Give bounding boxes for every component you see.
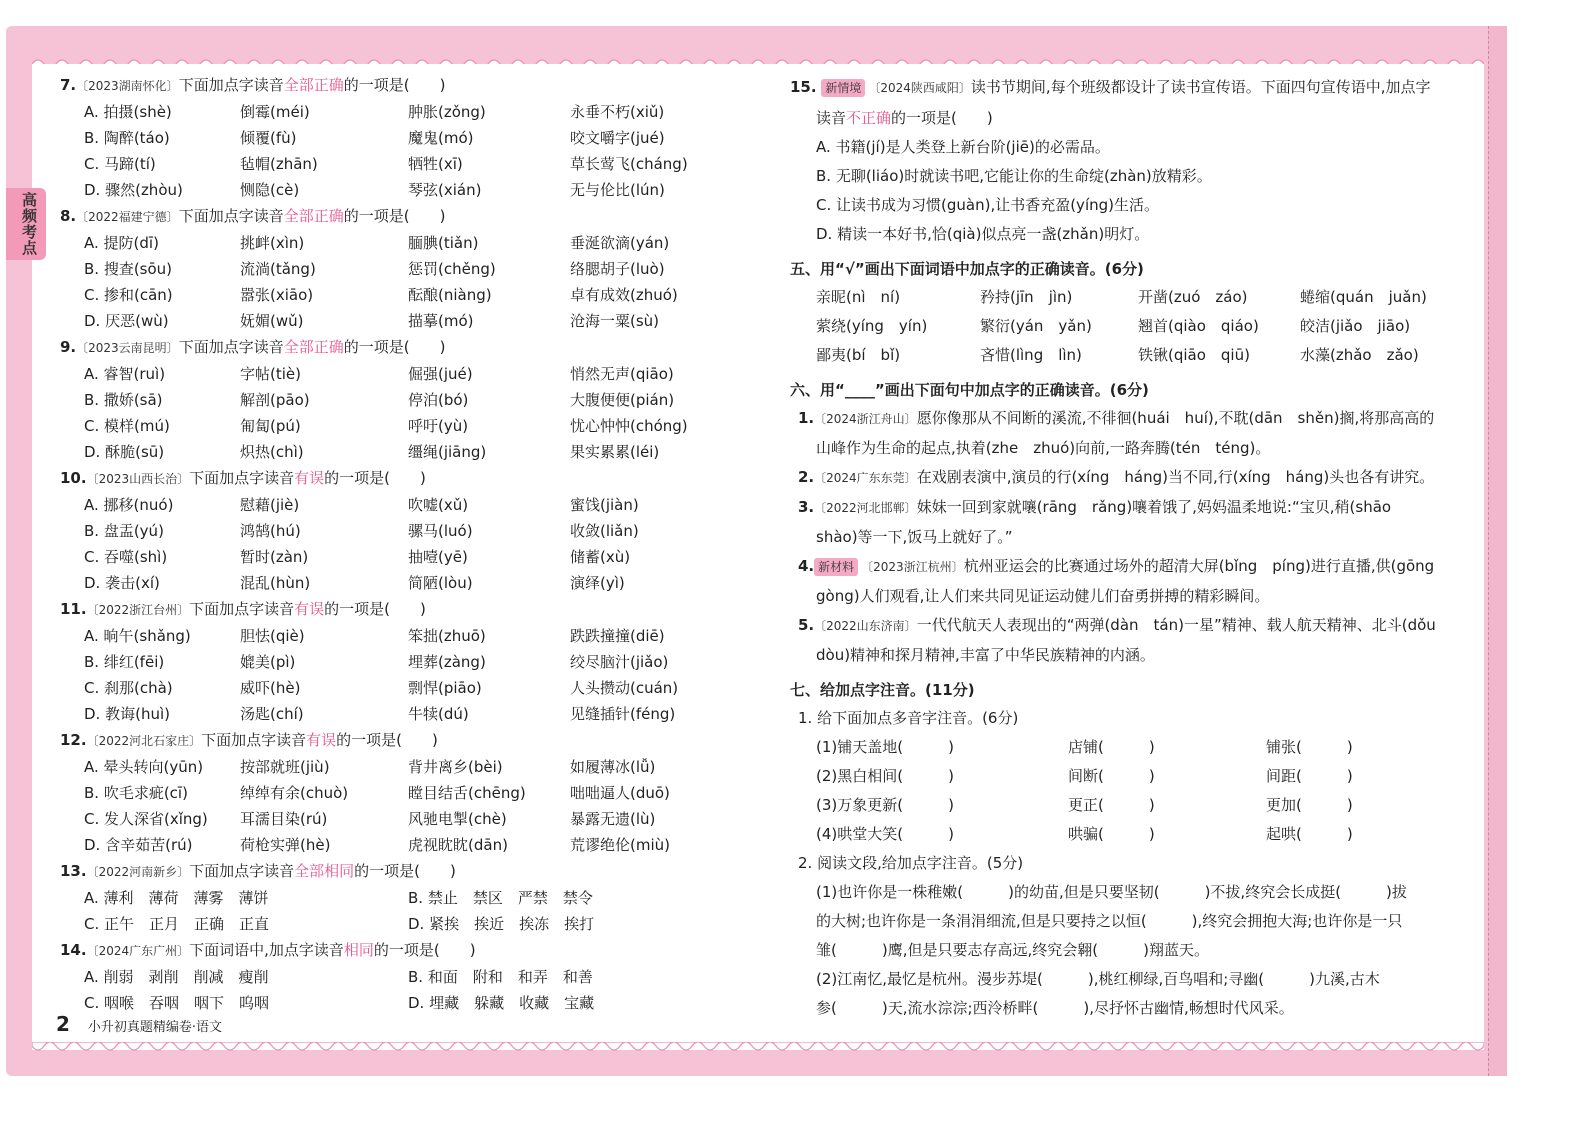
option-cell: 慰藉(jiè)	[240, 496, 300, 514]
question-number: 11.	[60, 600, 87, 618]
option-line: A. 书籍(jí)是人类登上新台阶(jiē)的必需品。	[816, 138, 1110, 156]
passage-line: 雏( )鹰,但是只要志存高远,终究会翱( )翔蓝天。	[816, 941, 1209, 959]
question-source: 〔2022河南新乡〕	[86, 865, 190, 879]
option-row	[60, 832, 740, 858]
question-text: 下面加点字读音	[178, 338, 284, 356]
option-cell: 妩媚(wǔ)	[240, 312, 304, 330]
highlight-text: 全部正确	[283, 338, 344, 356]
option-cell: 背井离乡(bèi)	[408, 758, 503, 776]
option-cell: D. 含辛茹苦(rú)	[84, 836, 193, 854]
question-text: 下面加点字读音	[201, 731, 307, 749]
option-cell: 荒谬绝伦(miù)	[570, 836, 670, 854]
pinyin-row	[790, 762, 1480, 791]
option-row	[60, 492, 740, 518]
option-row	[60, 308, 740, 334]
option-cell: A. 晌午(shǎng)	[84, 627, 191, 645]
question-number: 14.	[60, 941, 87, 959]
sentence-continuation: shào)等一下,饭马上就好了。”	[816, 528, 1013, 546]
option-row	[60, 361, 740, 387]
option-cell: 惩罚(chěng)	[408, 260, 496, 278]
option-cell: 媲美(pì)	[240, 653, 296, 671]
question-source: 〔2023山西长治〕	[86, 472, 190, 486]
option-cell: 无与伦比(lún)	[570, 181, 665, 199]
option-cell: 缰绳(jiāng)	[408, 443, 487, 461]
option-cell: 剽悍(piāo)	[408, 679, 482, 697]
page-number: 2	[56, 1012, 70, 1036]
option-row	[60, 754, 740, 780]
question-text: 的一项是( )	[343, 76, 446, 94]
option-row	[60, 885, 740, 911]
option-cell: 解剖(pāo)	[240, 391, 310, 409]
right-column	[790, 72, 1480, 1023]
side-tab-label: 高频考点	[6, 188, 46, 260]
question-stem	[60, 465, 740, 492]
option-cell: 蜜饯(jiàn)	[570, 496, 639, 514]
option-row	[60, 701, 740, 727]
option-cell: A. 晕头转向(yūn)	[84, 758, 204, 776]
option-cell: 呼吁(yù)	[408, 417, 469, 435]
word-cell: 蜷缩(quán juǎn)	[1300, 288, 1427, 306]
question-15-options	[790, 133, 1480, 249]
option-cell: B. 绯红(fēi)	[84, 653, 165, 671]
word-cell: 开凿(zuó záo)	[1138, 288, 1248, 306]
option-cell: 流淌(tǎng)	[240, 260, 316, 278]
option-row	[60, 230, 740, 256]
option-cell: 倾覆(fù)	[240, 129, 297, 147]
word-cell: 吝惜(lìng lìn)	[980, 346, 1082, 364]
question-text: 的一项是( )	[343, 338, 446, 356]
option-cell: C. 刹那(chà)	[84, 679, 173, 697]
option-cell: 绰绰有余(chuò)	[240, 784, 349, 802]
question-text: 下面词语中,加点字读音	[189, 941, 344, 959]
pinyin-row	[790, 733, 1480, 762]
option-cell: 酝酿(niàng)	[408, 286, 492, 304]
section-5-words	[790, 283, 1480, 370]
option-cell: 咄咄逼人(duō)	[570, 784, 670, 802]
highlight-text: 有误	[294, 469, 325, 487]
option-cell: 悄然无声(qiāo)	[570, 365, 674, 383]
option-cell: A. 拍摄(shè)	[84, 103, 172, 121]
question-number: 9.	[60, 338, 77, 356]
passage-line: (1)也许你是一株稚嫩( )的幼苗,但是只要坚韧( )不拔,终究会长成挺( )拔	[816, 883, 1407, 901]
option-cell: A. 睿智(ruì)	[84, 365, 166, 383]
option-cell: 牺牲(xī)	[408, 155, 463, 173]
option-cell: 暂时(zàn)	[240, 548, 309, 566]
option-cell: 简陋(lòu)	[408, 574, 473, 592]
option-cell: 抽噎(yē)	[408, 548, 468, 566]
option-line: D. 精读一本好书,恰(qià)似点亮一盏(zhǎn)明灯。	[816, 225, 1150, 243]
option-cell: 肿胀(zǒng)	[408, 103, 486, 121]
word-cell: 矜持(jīn jìn)	[980, 288, 1073, 306]
option-row	[60, 439, 740, 465]
item-text: 杭州亚运会的比赛通过场外的超清大屏(bǐng píng)进行直播,供(gōng	[963, 557, 1435, 575]
item-source: 〔2024广东东莞〕	[814, 471, 917, 485]
option-cell: 虎视眈眈(dān)	[408, 836, 508, 854]
option-row	[60, 570, 740, 596]
option-cell: 汤匙(chí)	[240, 705, 304, 723]
item-source: 〔2024浙江舟山〕	[814, 412, 917, 426]
option-cell: A. 薄利 薄荷 薄雾 薄饼	[84, 889, 269, 907]
option-cell: B. 和面 附和 和弄 和善	[408, 968, 593, 986]
option-cell: D. 教诲(huì)	[84, 705, 170, 723]
question-source: 〔2024陕西咸阳〕	[868, 81, 971, 95]
option-cell: 风驰电掣(chè)	[408, 810, 507, 828]
option-row	[60, 675, 740, 701]
option-row	[60, 387, 740, 413]
option-cell: 络腮胡子(luò)	[570, 260, 665, 278]
pinyin-cell: 间距( )	[1266, 767, 1353, 785]
section-6-items	[790, 404, 1480, 670]
option-cell: D. 骤然(zhòu)	[84, 181, 183, 199]
item-source: 〔2023浙江杭州〕	[861, 560, 964, 574]
question-stem	[60, 203, 740, 230]
item-number: 5.	[798, 616, 815, 634]
section-7-rows	[790, 733, 1480, 849]
new-material-tag: 新材料	[814, 558, 858, 576]
option-cell: 字帖(tiè)	[240, 365, 301, 383]
option-row	[60, 518, 740, 544]
question-stem	[60, 858, 740, 885]
pinyin-cell: 更加( )	[1266, 796, 1353, 814]
pinyin-row	[790, 791, 1480, 820]
option-cell: 毡帽(zhān)	[240, 155, 318, 173]
sentence-item	[790, 463, 1480, 493]
highlight-text: 全部正确	[283, 76, 344, 94]
option-cell: 按部就班(jiù)	[240, 758, 330, 776]
item-text: 妹妹一回到家就嚷(rāng rǎng)嚷着饿了,妈妈温柔地说:“宝贝,稍(shāo	[916, 498, 1392, 516]
word-cell: 繁衍(yán yǎn)	[980, 317, 1092, 335]
option-cell: 胆怯(qiè)	[240, 627, 305, 645]
option-line: C. 让读书成为习惯(guàn),让书香充盈(yíng)生活。	[816, 196, 1159, 214]
option-cell: 牛犊(dú)	[408, 705, 469, 723]
option-cell: 停泊(bó)	[408, 391, 469, 409]
option-cell: 鸿鹄(hú)	[240, 522, 301, 540]
pinyin-cell: (1)铺天盖地( )	[816, 738, 954, 756]
word-cell: 水藻(zhǎo zǎo)	[1300, 346, 1419, 364]
option-cell: A. 提防(dī)	[84, 234, 159, 252]
word-cell: 鄙夷(bí bǐ)	[816, 346, 901, 364]
option-cell: 大腹便便(pián)	[570, 391, 675, 409]
item-text: 愿你像那从不间断的溪流,不徘徊(huái huí),不耽(dān shěn)搁,将那高高的	[916, 409, 1435, 427]
option-cell: 收敛(liǎn)	[570, 522, 639, 540]
question-text: 的一项是( )	[336, 731, 438, 749]
word-cell: 翘首(qiào qiáo)	[1138, 317, 1259, 335]
highlight-text: 有误	[294, 600, 325, 618]
question-stem	[60, 596, 740, 623]
option-cell: 埋葬(zàng)	[408, 653, 486, 671]
option-cell: B. 吹毛求疵(cī)	[84, 784, 188, 802]
passage-line: 的大树;也许你是一条涓涓细流,但是只要持之以恒( ),终究会拥抱大海;也许你是一只	[816, 912, 1403, 930]
question-number: 8.	[60, 207, 77, 225]
new-context-tag: 新情境	[821, 79, 865, 97]
pinyin-cell: 起哄( )	[1266, 825, 1353, 843]
option-row	[60, 256, 740, 282]
option-cell: 人头攒动(cuán)	[570, 679, 679, 697]
option-row	[60, 413, 740, 439]
option-cell: C. 正午 正月 正确 正直	[84, 915, 270, 933]
item-text: 在戏剧表演中,演员的行(xíng háng)当不同,行(xíng háng)头也各有讲究。	[916, 468, 1435, 486]
word-row	[790, 312, 1480, 341]
option-cell: 跌跌撞撞(diē)	[570, 627, 665, 645]
option-cell: D. 埋藏 躲藏 收藏 宝藏	[408, 994, 595, 1012]
option-row	[60, 780, 740, 806]
sentence-item	[790, 404, 1480, 434]
option-cell: 瞠目结舌(chēng)	[408, 784, 526, 802]
item-text: 一代代航天人表现出的“两弹(dàn tán)一星”精神、载人航天精神、北斗(dǒu	[916, 616, 1436, 634]
pinyin-cell: (4)哄堂大笑( )	[816, 825, 954, 843]
passage-line: 参( )天,流水淙淙;西泠桥畔( ),尽抒怀古幽情,畅想时代风采。	[816, 999, 1294, 1017]
option-cell: 匍匐(pú)	[240, 417, 301, 435]
option-cell: 混乱(hùn)	[240, 574, 311, 592]
question-source: 〔2023湖南怀化〕	[76, 79, 179, 93]
pinyin-cell: (2)黑白相间( )	[816, 767, 954, 785]
question-source: 〔2022福建宁德〕	[76, 210, 179, 224]
option-cell: 倒霉(méi)	[240, 103, 310, 121]
option-row	[60, 282, 740, 308]
option-cell: 如履薄冰(lǚ)	[570, 758, 656, 776]
pinyin-cell: 更正( )	[1068, 796, 1155, 814]
option-cell: 吹嘘(xǔ)	[408, 496, 469, 514]
option-cell: 垂涎欲滴(yán)	[570, 234, 670, 252]
pinyin-cell: 店铺( )	[1068, 738, 1155, 756]
option-cell: D. 厌恶(wù)	[84, 312, 169, 330]
question-text: 下面加点字读音	[189, 600, 295, 618]
option-row	[60, 151, 740, 177]
pinyin-cell: 铺张( )	[1266, 738, 1353, 756]
option-cell: 储蓄(xù)	[570, 548, 631, 566]
item-source: 〔2022山东济南〕	[814, 619, 917, 633]
option-cell: D. 袭击(xí)	[84, 574, 160, 592]
option-cell: B. 搜查(sōu)	[84, 260, 173, 278]
word-row	[790, 283, 1480, 312]
highlight-text: 不正确	[846, 109, 892, 127]
option-cell: B. 盘盂(yú)	[84, 522, 164, 540]
sentence-item	[790, 493, 1480, 523]
question-source: 〔2022浙江台州〕	[86, 603, 190, 617]
question-number: 7.	[60, 76, 77, 94]
pinyin-cell: 哄骗( )	[1068, 825, 1155, 843]
section-7-passage	[790, 878, 1480, 1023]
highlight-text: 有误	[306, 731, 337, 749]
option-cell: C. 模样(mú)	[84, 417, 170, 435]
question-stem	[60, 334, 740, 361]
option-cell: 嚣张(xiāo)	[240, 286, 314, 304]
question-text: 下面加点字读音	[189, 862, 295, 880]
option-cell: C. 吞噬(shì)	[84, 548, 168, 566]
highlight-text: 相同	[343, 941, 374, 959]
option-cell: 永垂不朽(xiǔ)	[570, 103, 665, 121]
question-number: 10.	[60, 469, 87, 487]
question-text: 的一项是( )	[373, 941, 476, 959]
sentence-continuation: gòng)人们观看,让人们来共同见证运动健儿们奋勇拼搏的精彩瞬间。	[816, 587, 1270, 605]
question-text: 下面加点字读音	[189, 469, 295, 487]
option-cell: 卓有成效(zhuó)	[570, 286, 678, 304]
option-cell: 耳濡目染(rú)	[240, 810, 328, 828]
option-row	[60, 177, 740, 203]
question-stem	[60, 727, 740, 754]
question-stem	[60, 72, 740, 99]
option-cell: B. 陶醉(táo)	[84, 129, 170, 147]
question-15-stem-line2	[790, 103, 1480, 133]
option-cell: 绞尽脑汁(jiǎo)	[570, 653, 669, 671]
option-cell: 忧心忡忡(chóng)	[570, 417, 688, 435]
pinyin-cell: 间断( )	[1068, 767, 1155, 785]
question-text: 的一项是( )	[324, 600, 426, 618]
option-cell: 威吓(hè)	[240, 679, 301, 697]
question-text: 的一项是( )	[324, 469, 426, 487]
highlight-text: 全部正确	[283, 207, 344, 225]
sentence-continuation: dòu)精神和探月精神,丰富了中华民族精神的内涵。	[816, 646, 1155, 664]
section-7-part-1: 1. 给下面加点多音字注音。(6分)	[798, 709, 1019, 727]
left-column	[60, 72, 740, 1016]
option-cell: 演绎(yì)	[570, 574, 625, 592]
option-cell: 沧海一粟(sù)	[570, 312, 660, 330]
section-7-part-2: 2. 阅读文段,给加点字注音。(5分)	[798, 854, 1024, 872]
option-cell: A. 挪移(nuó)	[84, 496, 174, 514]
question-stem	[60, 937, 740, 964]
sentence-item	[790, 552, 1480, 582]
question-text: 的一项是( )	[891, 109, 993, 127]
question-text: 的一项是( )	[343, 207, 446, 225]
option-cell: C. 掺和(cān)	[84, 286, 173, 304]
section-5-title: 五、用“√”画出下面词语中加点字的正确读音。(6分)	[790, 260, 1144, 278]
book-title: 小升初真题精编卷·语文	[87, 1020, 223, 1035]
question-text: 下面加点字读音	[178, 76, 284, 94]
option-cell: 荷枪实弹(hè)	[240, 836, 331, 854]
option-cell: D. 紧挨 挨近 挨冻 挨打	[408, 915, 595, 933]
option-cell: B. 撒娇(sā)	[84, 391, 163, 409]
option-cell: 恻隐(cè)	[240, 181, 300, 199]
option-cell: D. 酥脆(sū)	[84, 443, 165, 461]
word-cell: 萦绕(yíng yín)	[816, 317, 928, 335]
option-cell: 炽热(chì)	[240, 443, 304, 461]
option-row	[60, 911, 740, 937]
sentence-continuation: 山峰作为生命的起点,执着(zhe zhuó)向前,一路奔腾(tén téng)。	[816, 439, 1271, 457]
option-row	[60, 806, 740, 832]
option-cell: 倔强(jué)	[408, 365, 473, 383]
word-row	[790, 341, 1480, 370]
option-row	[60, 649, 740, 675]
question-source: 〔2022河北石家庄〕	[86, 734, 202, 748]
option-cell: 琴弦(xián)	[408, 181, 482, 199]
option-cell: C. 咽喉 吞咽 咽下 呜咽	[84, 994, 270, 1012]
option-cell: 见缝插针(féng)	[570, 705, 676, 723]
option-cell: C. 马蹄(tí)	[84, 155, 156, 173]
option-cell: 暴露无遗(lù)	[570, 810, 656, 828]
question-number: 13.	[60, 862, 87, 880]
question-number: 12.	[60, 731, 87, 749]
highlight-text: 全部相同	[294, 862, 355, 880]
option-row	[60, 99, 740, 125]
option-cell: 骡马(luó)	[408, 522, 473, 540]
option-row	[60, 544, 740, 570]
option-line: B. 无聊(liáo)时就读书吧,它能让你的生命绽(zhàn)放精彩。	[816, 167, 1212, 185]
sentence-item	[790, 611, 1480, 641]
wavy-border-bottom	[32, 1042, 1484, 1056]
word-cell: 亲昵(nì ní)	[816, 288, 901, 306]
question-number: 15.	[790, 78, 817, 96]
pinyin-cell: (3)万象更新( )	[816, 796, 954, 814]
option-cell: B. 禁止 禁区 严禁 禁令	[408, 889, 593, 907]
section-7-title: 七、给加点字注音。(11分)	[790, 681, 975, 699]
option-cell: C. 发人深省(xǐng)	[84, 810, 208, 828]
question-source: 〔2023云南昆明〕	[76, 341, 179, 355]
item-number: 4.	[798, 557, 815, 575]
question-text: 的一项是( )	[354, 862, 456, 880]
option-cell: 草长莺飞(cháng)	[570, 155, 688, 173]
question-text: 下面加点字读音	[178, 207, 284, 225]
word-cell: 铁锹(qiāo qiū)	[1138, 346, 1250, 364]
page-binding-edge	[1488, 26, 1507, 1076]
option-cell: 魔鬼(mó)	[408, 129, 474, 147]
page-footer	[56, 1012, 222, 1036]
section-6-title: 六、用“____”画出下面句中加点字的正确读音。(6分)	[790, 381, 1149, 399]
option-cell: 挑衅(xìn)	[240, 234, 305, 252]
option-cell: 笨拙(zhuō)	[408, 627, 486, 645]
option-row	[60, 964, 740, 990]
item-source: 〔2022河北邯郸〕	[814, 501, 917, 515]
question-15-stem	[790, 72, 1480, 103]
item-number: 1.	[798, 409, 815, 427]
option-cell: 果实累累(léi)	[570, 443, 660, 461]
option-cell: A. 削弱 剥削 削减 瘦削	[84, 968, 269, 986]
word-cell: 皎洁(jiǎo jiāo)	[1300, 317, 1411, 335]
option-cell: 咬文嚼字(jué)	[570, 129, 665, 147]
question-source: 〔2024广东广州〕	[86, 944, 190, 958]
option-row	[60, 125, 740, 151]
question-text: 读书节期间,每个班级都设计了读书宣传语。下面四句宣传语中,加点字	[970, 78, 1431, 96]
item-number: 3.	[798, 498, 815, 516]
passage-line: (2)江南忆,最忆是杭州。漫步苏堤( ),桃红柳绿,百鸟唱和;寻幽( )九溪,古木	[816, 970, 1380, 988]
item-number: 2.	[798, 468, 815, 486]
pinyin-row	[790, 820, 1480, 849]
option-cell: 描摹(mó)	[408, 312, 474, 330]
option-row	[60, 623, 740, 649]
option-cell: 腼腆(tiǎn)	[408, 234, 479, 252]
question-text: 读音	[816, 109, 847, 127]
